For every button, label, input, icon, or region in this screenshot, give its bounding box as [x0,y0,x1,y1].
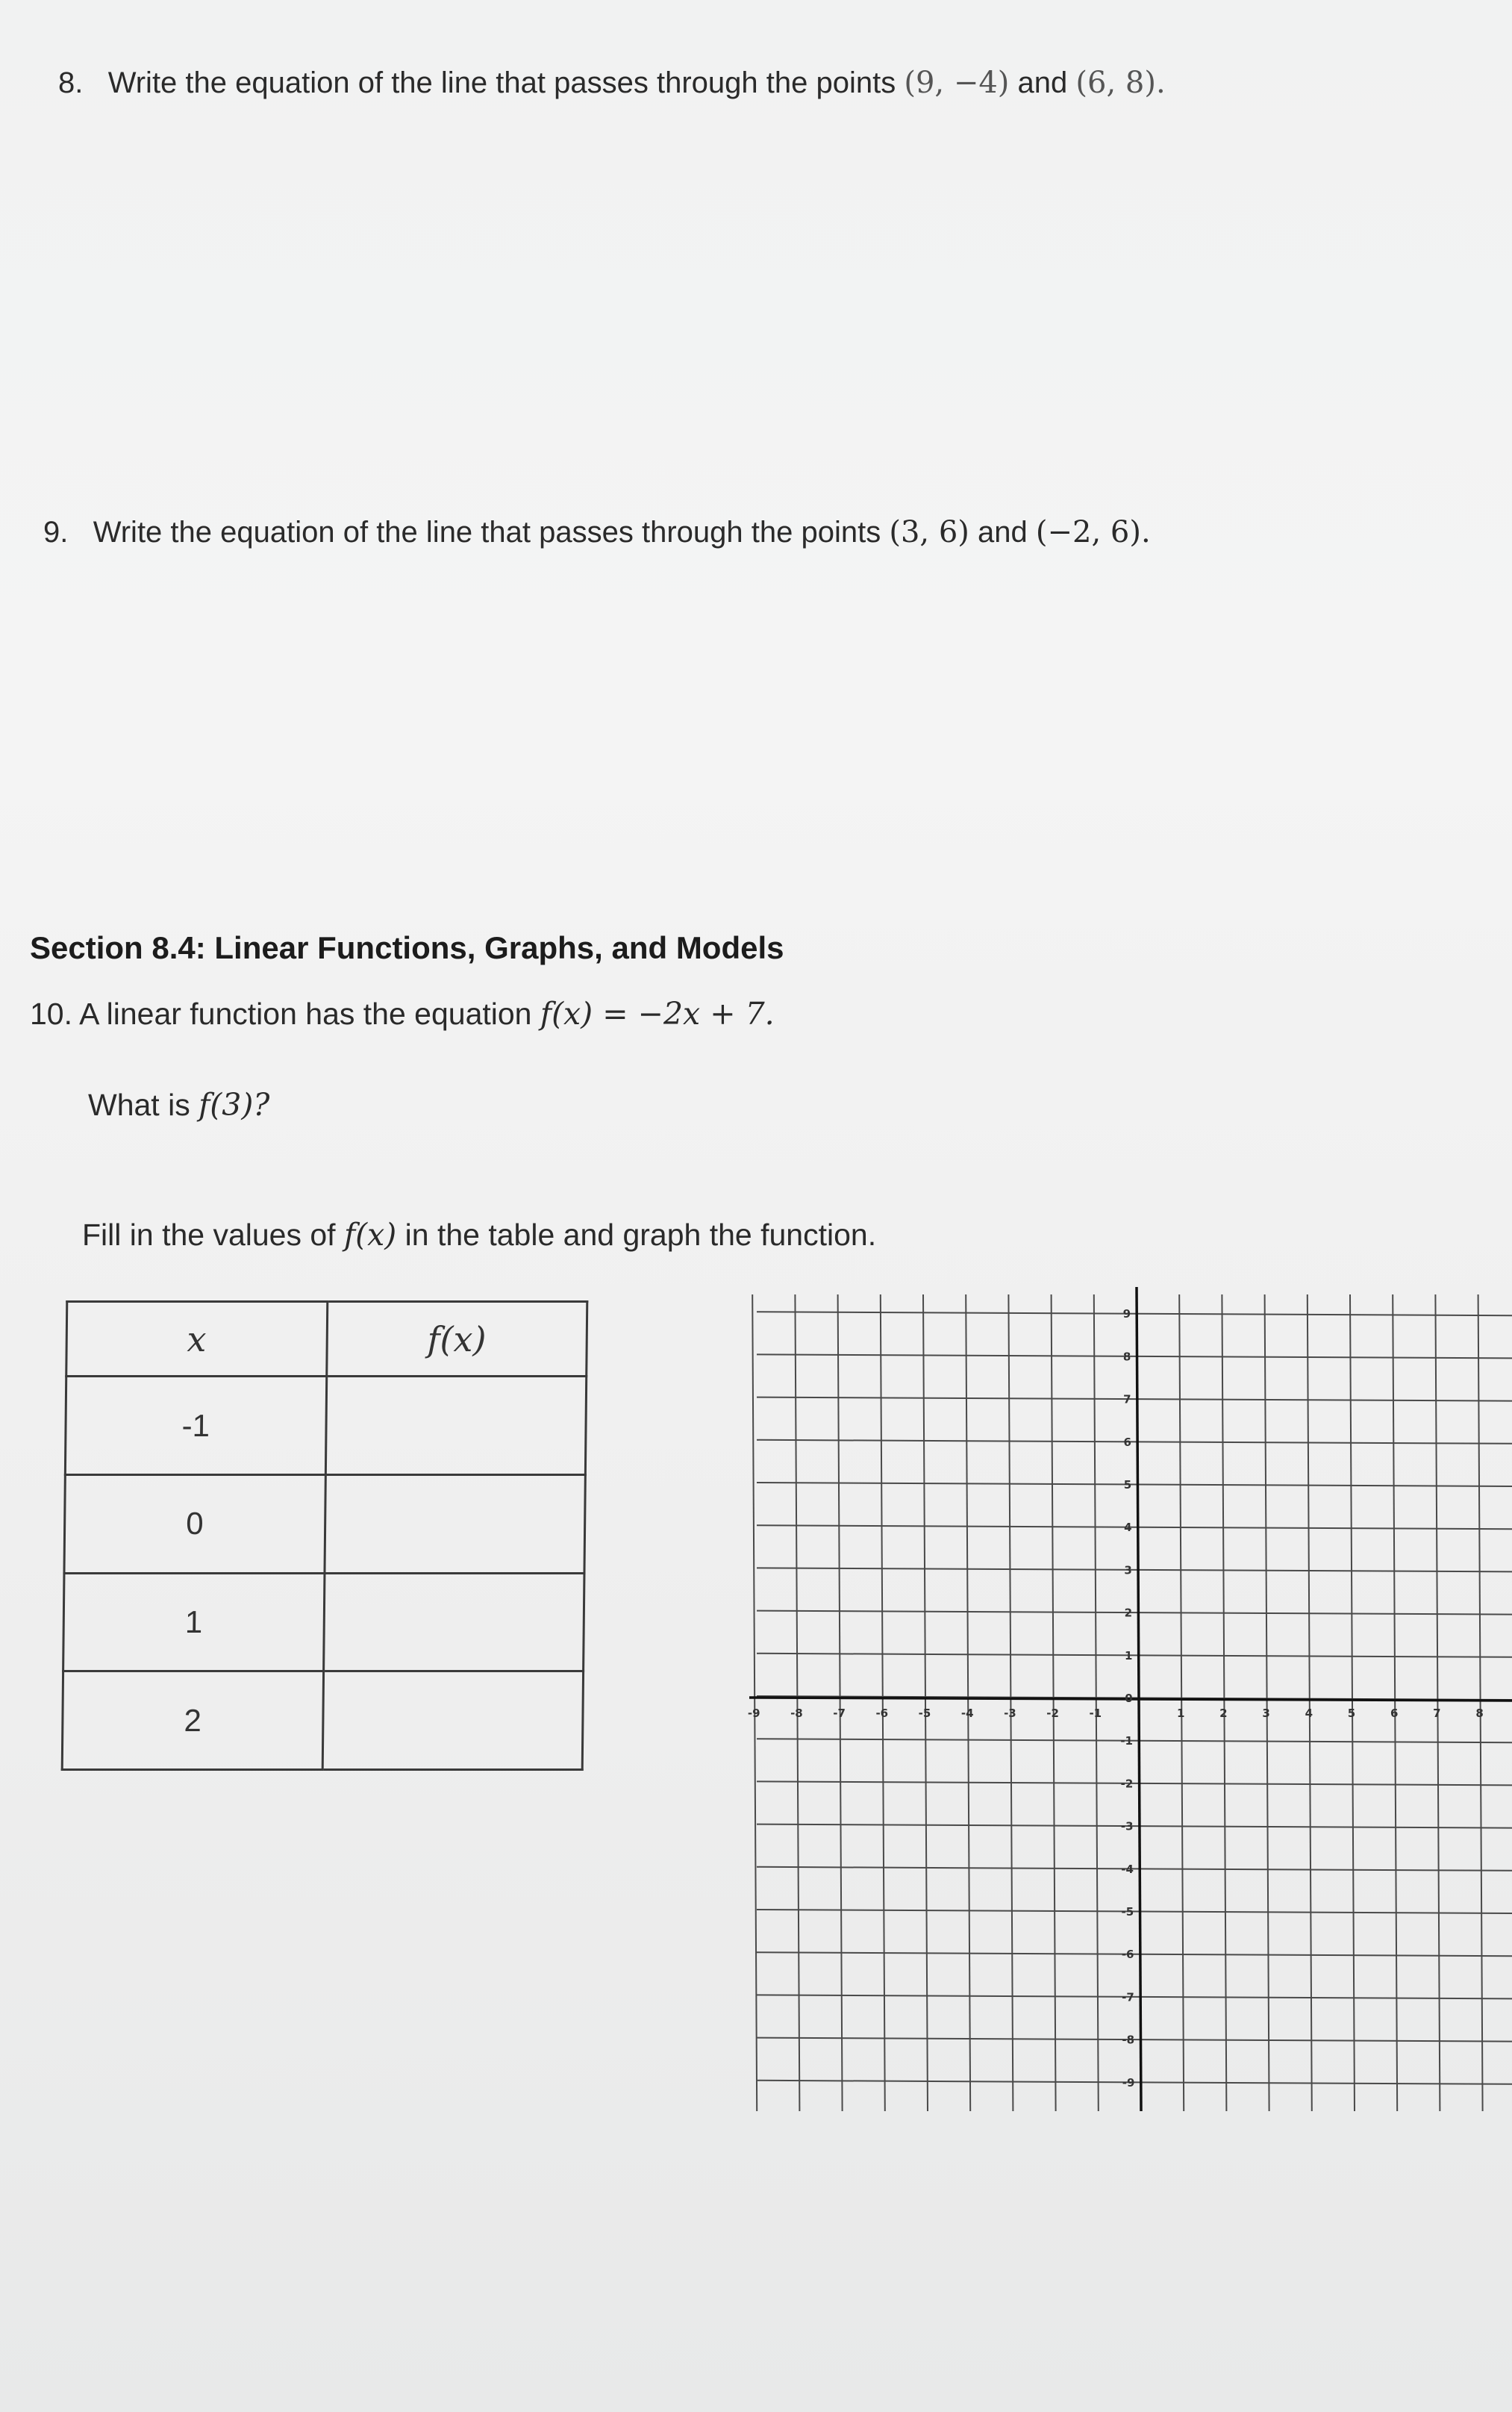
grid-line-vertical [1265,1294,1269,2111]
grid-line-vertical [966,1294,970,2111]
question-8-text: Write the equation of the line that passes through the points [107,66,896,99]
y-tick-label: -7 [1122,1990,1134,2004]
part-b-expression: f(x) [343,1217,397,1253]
grid-line-horizontal [757,1781,1512,1785]
y-tick-label: 2 [1124,1606,1133,1620]
table-header-fx: f(x) [326,1302,587,1377]
y-tick-label: 1 [1124,1648,1133,1662]
table-row [62,1671,583,1770]
grid-line-horizontal [757,1867,1512,1871]
question-9-and: and [978,516,1028,549]
question-9-point-2: (−2, 6). [1035,515,1151,549]
grid-line-horizontal [757,1525,1512,1529]
question-10-equation: f(x) = −2x + 7. [540,996,775,1032]
y-tick-label: -9 [1122,2075,1135,2090]
grid-line-vertical [1347,1294,1356,2111]
grid-line-vertical [1094,1294,1099,2111]
y-tick-label: 6 [1123,1435,1131,1449]
grid-line-horizontal [757,1995,1512,1998]
question-8-point-2: (6, 8). [1075,66,1166,100]
table-cell-x: 0 [64,1474,325,1573]
table-cell-fx[interactable] [323,1573,584,1671]
y-tick-label: -5 [1121,1905,1134,1919]
grid-line-vertical [1393,1294,1397,2111]
table-header-row [66,1302,587,1377]
grid-line-vertical [1052,1294,1056,2111]
y-tick-label: 7 [1123,1392,1131,1406]
part-b-text-end: in the table and graph the function. [404,1218,877,1252]
grid-line-horizontal [757,1568,1512,1571]
y-tick-label: -4 [1121,1862,1134,1876]
grid-line-horizontal [757,1910,1512,1913]
question-9-text: Write the equation of the line that passes through the points [93,516,881,549]
x-tick-label: -8 [790,1707,803,1720]
question-9-point-1: (3, 6) [889,515,969,549]
y-tick-label: 9 [1122,1307,1131,1321]
x-tick-label: 4 [1305,1707,1313,1720]
y-tick-label: -6 [1121,1948,1134,1962]
part-a-text: What is [88,1088,190,1122]
table-cell-fx[interactable] [322,1671,584,1770]
table-cell-x: -1 [65,1377,326,1475]
y-tick-label: 0 [1125,1692,1133,1705]
table-header-x: x [66,1302,328,1377]
grid-line-vertical [1222,1294,1226,2111]
grid-line-horizontal [757,1611,1512,1615]
x-tick-label: 6 [1390,1707,1399,1720]
table-cell-x: 1 [63,1573,325,1671]
grid-line-vertical [838,1294,843,2111]
part-a-expression: f(3)? [199,1087,270,1123]
x-tick-label: 7 [1433,1707,1441,1720]
grid-line-vertical [752,1294,757,2111]
table-row [65,1377,586,1475]
x-tick-label: -6 [875,1707,889,1720]
coordinate-grid[interactable] [749,1281,1512,2117]
x-tick-label: -1 [1089,1707,1102,1720]
y-tick-label: -3 [1120,1819,1134,1833]
y-tick-label: -1 [1120,1734,1133,1748]
x-tick-label: -3 [1004,1707,1016,1720]
x-tick-label: -4 [960,1707,974,1720]
grid-line-vertical [795,1294,799,2111]
grid-line-vertical [923,1294,928,2111]
grid-line-horizontal [757,1824,1512,1828]
question-8-and: and [1017,66,1068,99]
grid-line-vertical [881,1294,885,2111]
x-tick-label: -5 [918,1707,931,1720]
question-10-intro: A linear function has the equation [79,997,532,1031]
x-tick-label: -7 [833,1707,846,1720]
grid-line-vertical [1008,1294,1013,2111]
question-8-point-1: (9, −4) [904,66,1010,100]
table-cell-fx[interactable] [324,1474,585,1573]
y-tick-label: 3 [1124,1563,1132,1577]
grid-line-vertical [1176,1294,1185,2111]
x-tick-label: 8 [1475,1707,1484,1720]
grid-line-horizontal [757,1739,1512,1742]
question-8-number: 8. [58,66,84,99]
grid-line-horizontal [757,1312,1512,1315]
question-10-part-b [82,1217,876,1253]
question-9-number: 9. [43,516,69,549]
x-tick-label: 5 [1347,1707,1356,1720]
grid-line-horizontal [757,1397,1512,1401]
part-b-text: Fill in the values of [82,1218,336,1252]
y-tick-label: 8 [1122,1350,1131,1364]
grid-line-horizontal [757,1354,1512,1358]
grid-line-vertical [1308,1294,1312,2111]
x-tick-label: 2 [1219,1707,1228,1720]
table-cell-fx[interactable] [325,1377,587,1475]
x-tick-label: -9 [747,1707,760,1720]
grid-line-horizontal [757,1952,1512,1956]
question-9 [43,515,1151,549]
y-tick-label: 5 [1123,1478,1132,1492]
y-tick-label: 4 [1124,1521,1132,1535]
section-heading: Section 8.4: Linear Functions, Graphs, and Models [30,930,784,965]
x-tick-label: -2 [1046,1707,1059,1720]
question-10-number: 10. [30,997,72,1031]
question-10 [30,996,775,1032]
grid-line-vertical [1435,1294,1440,2111]
y-tick-label: -8 [1122,2033,1135,2047]
x-tick-label: 3 [1262,1707,1270,1720]
question-10-part-a [88,1087,269,1123]
value-table [61,1300,589,1771]
table-row [64,1474,585,1573]
table-cell-x: 2 [62,1671,323,1770]
grid-line-horizontal [757,1654,1512,1657]
grid-line-vertical [1478,1294,1483,2111]
question-8 [58,66,1166,100]
y-tick-label: -2 [1120,1777,1134,1791]
grid-line-horizontal [757,1440,1512,1444]
table-row [63,1573,584,1671]
x-tick-label: 1 [1176,1707,1185,1720]
grid-line-horizontal [757,1483,1512,1486]
